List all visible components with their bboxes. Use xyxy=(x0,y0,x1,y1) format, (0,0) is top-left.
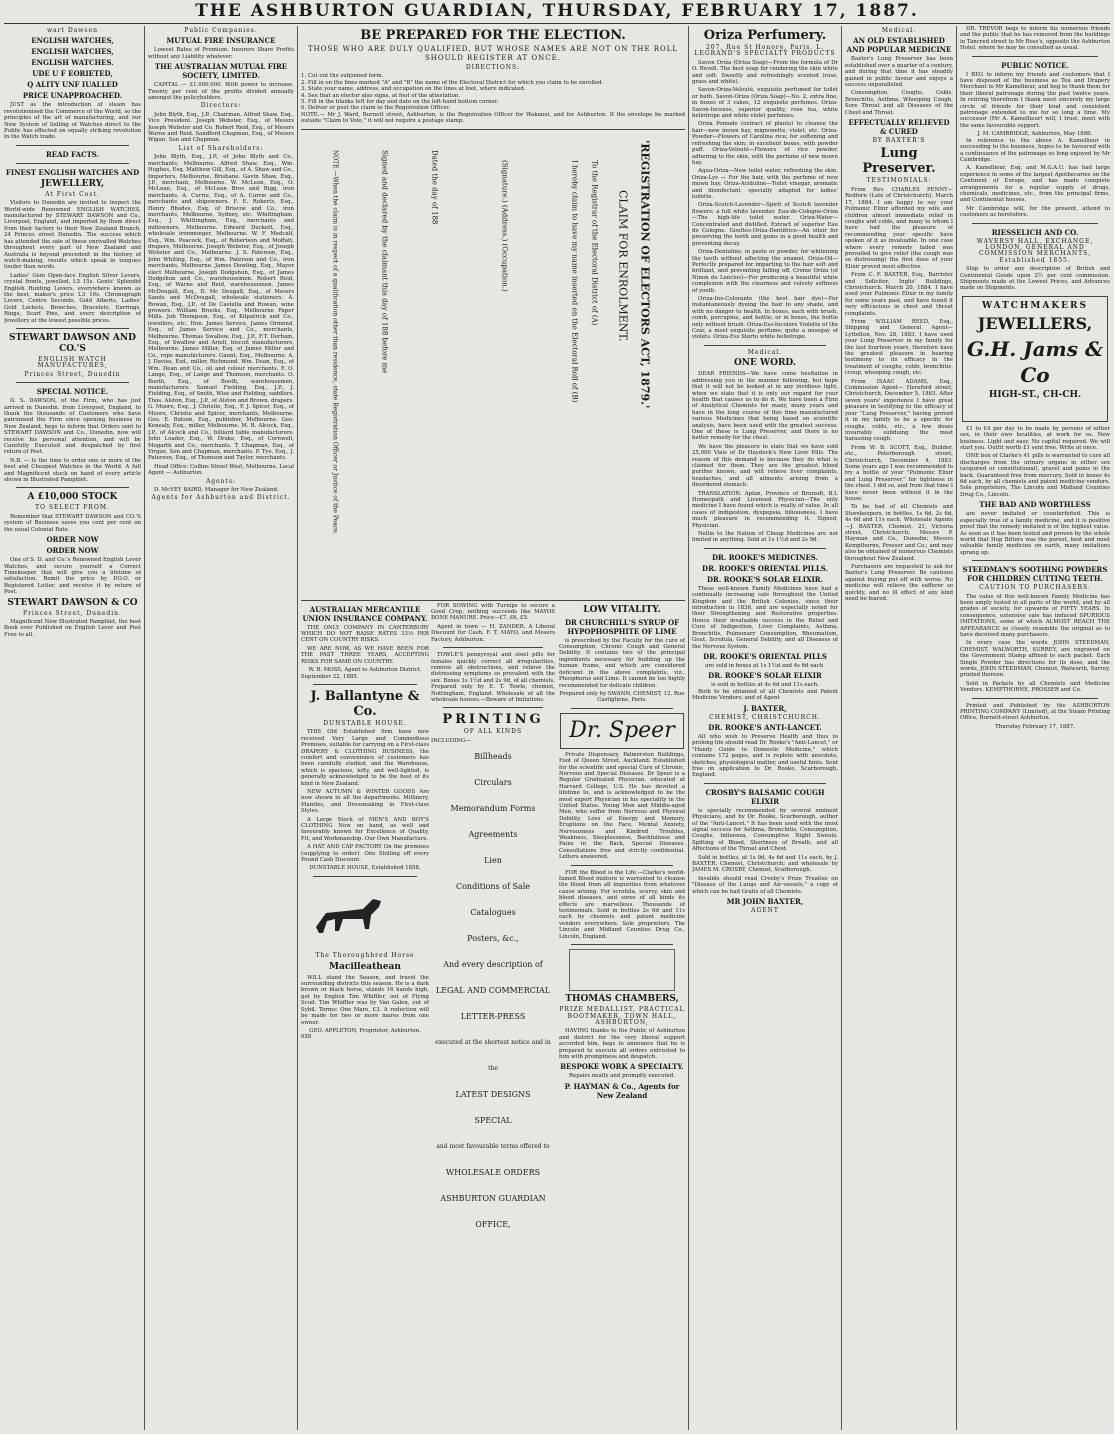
ad-subheading: CHEMIST, CHRISTCHURCH. xyxy=(709,713,821,721)
testimonial: From W. B. SCOTT, Esq., Builder, etc., Peterborough street, Christchurch, December 4, 1883. Some years ago I was recommended to try a bottle of your "Pulmonic Elixir and Lung Preserver," for tightness in the chest. I did so, and from that time I have never been without it in the house. xyxy=(845,444,953,502)
ad-paragraph: TRANSLATION. Aplan, Province of Brunsdt, B.I. Homeopath and Licensed Physician—The only medicine I have found which is really of value. In all cases of indigestion, dyspepsia, biliousness, I have much pleasure in recommending it. Signed, Physician. xyxy=(692,490,838,529)
divider xyxy=(972,56,1098,57)
ad-heading: BESPOKE WORK A SPECIALTY. xyxy=(560,1062,684,1072)
ad-paragraph: is prescribed by the Faculty for the cure of Consumption, Chronic Cough and General Debility. It contains two of the principal ingredients necessary for building up the human frame, and which are considered deficient in the above complaints, viz., Phosphorus and Lime. It cannot be too highly recommended for delicate children. xyxy=(559,637,685,689)
column-2 xyxy=(148,26,294,1430)
column-5 xyxy=(692,26,838,1430)
ad-line: is sold in bottles at 4s 6d and 11s each. xyxy=(711,682,819,689)
ad-paragraph: Oriza-Dentaline, in paste or powder, for whitening the teeth without affecting the enamel. Oriza-Oil—Perfectly prepared for imparting to the hair soft and brilliant, and preventing falling off. Creme Oriza (of Ninon de Lenclos)—For producing a beautiful white complexion with the clearness and velvety softness of youth. xyxy=(692,249,838,294)
masthead: THE ASHBURTON GUARDIAN, THURSDAY, FEBRUARY 17, 1887. xyxy=(195,1,919,21)
divider xyxy=(972,698,1098,699)
divider xyxy=(443,647,543,648)
divider xyxy=(704,783,826,784)
enrolment-form xyxy=(301,129,685,601)
direction-item: 4. See that an elector also signs, at foot of the attestation. xyxy=(301,92,461,99)
ad-heading: AUSTRALIAN MERCANTILE UNION INSURANCE COMPANY. xyxy=(302,604,428,623)
direction-item: 1. Cut out the subjoined form. xyxy=(301,73,384,80)
center-subcolumn-left xyxy=(301,603,429,1041)
divider xyxy=(972,560,1098,561)
ad-heading: Q ALITY UNF IUALLED xyxy=(27,80,118,90)
ad-heading: PUBLIC NOTICE. xyxy=(1001,60,1069,70)
column-7 xyxy=(960,26,1110,1430)
ad-heading: Oriza Perfumery. xyxy=(703,28,827,43)
column-header: wart Dawson xyxy=(47,27,98,34)
ad-paragraph: Lowest Rates of Premium. Insurers Share Profits without any Liability whatever. xyxy=(148,47,294,60)
divider xyxy=(16,145,129,146)
ad-subheading: Princes Street, Dunedin. xyxy=(23,609,122,617)
center-subcolumn-right xyxy=(559,603,685,1102)
ad-subheading: CAUTION TO PURCHASERS. xyxy=(979,584,1091,592)
ad-heading: A £10,000 STOCK xyxy=(27,492,118,503)
election-subhead: THOSE WHO ARE DULY QUALIFIED, BUT WHOSE NAMES ARE NOT ON THE ROLL SHOULD REGISTER AT ONCE. xyxy=(307,45,679,62)
masthead-rule xyxy=(4,23,1110,24)
divider xyxy=(704,548,826,549)
ad-heading: MUTUAL FIRE INSURANCE xyxy=(166,36,276,46)
ad-subheading: 207, Rue St Honore, Paris. L. LEGRAND'S SPECIALTY PRODUCTS xyxy=(694,44,836,58)
ad-paragraph: A. Kamellieur, Esq. and M.G.A.U. has had large experience in some of the largest Apothecaries on the Continent of Europe, and has made complete arrangements for a regular supply of drugs, chemicals, medicines, etc., from the principal firms, and Continental houses. xyxy=(960,165,1110,204)
print-line: WHOLESALE ORDERS xyxy=(445,1168,541,1178)
form-line: Dated the day of 188 xyxy=(430,149,439,225)
form-line: Signed and declared by the claimant this day of 188 before me xyxy=(380,149,389,374)
form-line: (Signature.) (Address.) (Occupation.) xyxy=(500,159,509,292)
divider xyxy=(16,382,129,383)
column-separator xyxy=(297,26,298,1430)
print-item: Circulars xyxy=(474,778,512,788)
ad-subheading: PRIZE MEDALLIST, PRACTICAL BOOTMAKER, TOWN HALL, ASHBURTON, xyxy=(559,1006,685,1026)
form-line: To the Registrar of the Electoral District of (A) xyxy=(590,159,599,326)
ad-subheading: The Thoroughbred Horse xyxy=(315,952,415,960)
directions-heading: DIRECTIONS: xyxy=(465,64,521,71)
ad-paragraph: We have the pleasure to state that we have sold 25,000 Vials of Dr Haydock's New Liver Pills. The reason of this demand is because they do what is claimed for them. They are the greatest blood purifier known, and will relieve liver complaints, headaches, and all ailments arising from a disordered stomach. xyxy=(692,443,838,489)
print-line: And every description of xyxy=(443,960,543,970)
form-title: 'REGISTRATION OF ELECTORS ACT, 1879.' xyxy=(638,139,652,408)
storefront-illustration xyxy=(569,949,675,991)
ad-subheading: DUNSTABLE HOUSE. xyxy=(323,719,407,727)
ad-paragraph: A Large Stock of MEN'S AND BOY'S CLOTHING Now on hand, as well and favourably known for Excellence of Quality, Fit, and Workmanship. Our Own Manufacture. xyxy=(301,816,429,842)
logo-line: HIGH-ST., CH-CH. xyxy=(988,389,1082,400)
print-line: LETTER-PRESS xyxy=(460,1012,526,1022)
ad-paragraph: DR. TREVOR begs to inform his numerous friends and the public that he has removed from the buildings in Tancred street to Mr Ross's, opposite the Ashburton Hotel, where he may be consulted as usual. xyxy=(960,26,1110,52)
ad-subheading: Directors: xyxy=(200,102,242,110)
ad-paragraph: Oriza-Scotch-Lavender—Spirit of Scotch lavender flowers; a full white lavender. Eau-de-Cologne-Oriza—The high-life toilet water. Oriza-Water—Concentrated and distilled. Extract of superior Eau de Cologne. Gouttes-Oriza-Dentifrice—An elixir for preserving the teeth and gums in a good health and preventing decay. xyxy=(692,202,838,247)
ad-paragraph: Baxter's Lung Preserver has been established over a quarter of a century, and during that time it has steadily gained in public favour and enjoys a success unparalleled. xyxy=(845,56,953,89)
ad-heading: READ FACTS. xyxy=(45,149,100,159)
ad-paragraph: John Blyth, Esq., J.P., Chairman. Alfred Shaw, Esq., Vice President. Joseph Webster, Esq., of Messrs Joseph Webster and Co. Robert Reid, Esq., of Messrs Warne and Reid. Sandford Chapman, Esq., of Messrs Wigan, Son and Chapman. xyxy=(148,111,294,144)
column-footer: Agents for Ashburton and District. xyxy=(151,494,291,502)
ad-heading: J. Ballantyne & Co. xyxy=(310,688,420,719)
ad-paragraph: HAVING thanks to the Public of Ashburton and district for the very liberal support accorded him, begs to announce that he is prepared to execute all orders entrusted to him with promptness and despatch. xyxy=(559,1028,685,1060)
ad-heading: STEEDMAN'S SOOTHING POWDERS FOR CHILDREN CUTTING TEETH. xyxy=(962,565,1108,584)
ad-signature: P. HAYMAN & Co., Agents for New Zealand xyxy=(564,1081,680,1100)
ad-paragraph: WILL stand the Season, and travel the surrounding districts this season. He is a dark brown or black horse, stands 16 hands high, got by English Tim Whiffler, out of Flying Scud. Tim Whiffler was by Van Galen, out of Sybil. Terms: One Mare, £3. A reduction will be made for two or more mares from one owner. xyxy=(301,974,429,1026)
center-section xyxy=(301,26,685,1430)
divider xyxy=(16,487,129,488)
ad-paragraph: Agent in town — H. ZANDER. A Liberal Discount for Cash. F. T. MAYO, and Mosers Factory, Ashburton. xyxy=(431,623,555,643)
ad-paragraph: Savon-Oriza-Velouté, exquisite perfumed for toilet or bath. Savon-Oriza (Oriza Soap)—No. 2, extra fine, in boxes of 3 cakes, 12 exquisite perfumes. Oriza-Savon-Incense, superior quality, rose tea, white heliotrope and white violet perfumes. xyxy=(692,87,838,120)
divider xyxy=(571,944,673,945)
ad-heading: CROSBY'S BALSAMIC COUGH ELIXIR xyxy=(705,787,825,806)
section-header: Public Companies. xyxy=(184,27,258,34)
ad-heading: STEWART DAWSON AND CO.'S xyxy=(9,332,136,354)
print-item: Agreements xyxy=(468,830,518,840)
ad-paragraph: Private Dispensary, Palmerston Buildings, Foot of Queen Street, Auckland. Established for the scientific and special Cure of Chronic, Nervous and Special Diseases. Dr Speer is a Regular Graduated Physician, educated at Harvard College, U.S. He has devoted a lifetime to, and is acknowledged to be the most expert Physician in his speciality in the United States. Young Men and Middle-aged Men, who suffer from Nervous and Physical Debility, Loss of Energy and Memory, Eruptions on the Face, Mental Anxiety, Nervousness and Kindred Troubles, Weakness, Sleeplessness, Bashfulness and Pains in the Back, Special Diseases. Consultations free and strictly confidential. Letters answered. xyxy=(559,751,685,861)
ad-paragraph: One of S. D. and Co.'s Renowned English Lever Watches, and secure yourself a Correct Timekeeper that will give you a lifetime of satisfaction. Remit the price by P.O.O. or Registered Letter, and receive it by return of Post. xyxy=(4,557,141,596)
form-line: I hereby claim to have my name inserted on the Electoral Roll of (B) xyxy=(570,159,579,403)
logo-name: G.H. Jams & Co xyxy=(966,336,1103,387)
ad-subheading: Agents: xyxy=(205,477,237,485)
direction-item: 3. State your name, address, and occupation on the lines at foot, where indicated. xyxy=(301,86,526,93)
ad-line: are sold in boxes at 1s 1½d and 4s 6d each. xyxy=(705,662,825,669)
ad-paragraph: In every case the words JOHN STEEDMAN, CHEMIST, WALWORTH, SURREY, are engraved on the Government Stamp affixed to each packet. Each Single Powder has directions for its dose, and the words, JOHN STEEDMAN, Chemist, Walworth, Surrey, printed thereon. xyxy=(960,640,1110,679)
ad-subheading: Princes Street, Dunedin xyxy=(24,370,121,378)
ad-heading: DR. ROOKE'S ORIENTAL PILLS. xyxy=(702,563,828,573)
column-separator xyxy=(688,26,689,1430)
print-item: Posters, &c., xyxy=(467,934,519,944)
ad-paragraph: Magnificent New Illustrated Pamphlet, the best Book ever Published on English Lever and Post Free to all. xyxy=(4,618,141,638)
ad-paragraph: Sold in Packets by all Chemists and Medicine Vendors. KEMPTHORNE, PROSSER and Co. xyxy=(960,680,1110,694)
ad-paragraph: Mr Cambridge will, for the present, attend to customers as heretofore. xyxy=(960,205,1110,219)
testimonial: From Rev. CHARLES PENNY—Redfern (Late of Christchurch), March 17, 1884. I am happy to say your Pulmonic Elixir afforded my wife and children almost immediate relief in coughs and colds, and many to whom I have had the pleasure of recommending your specific have spoken of it as invaluable. In one case where every remedy failed was prevailed to give relief (the cough was so distressing) the first dose of your Elixir proved most effective. xyxy=(845,186,953,270)
ad-paragraph: Ship to order any description of British and Continental Goods upon 2½ per cent commission. Shipments made at the Lowest Prices, and Advances made on Shipments. xyxy=(960,266,1110,292)
ad-signature: W. B. MOSS, Agent to Ashburton District. xyxy=(308,667,422,674)
print-line: and most favourable terms offered to xyxy=(436,1143,550,1151)
ad-paragraph: Ladies' Gem Open-face English Silver Levers, crystal fronts, jewelled, L5 15s. Gents' Splendid English Hunting Levers, everywhere known as the best, maker's price L3 10s. Chronograph Levers, Centre Seconds, Gold Alberts, Ladies' Gold Lockets, Brooches, Bracelets, Earrings, Rings, Scarf Pins, and every description of Jewellery at the lowest possible prices. xyxy=(4,272,141,324)
ad-paragraph: In reference to the above A. Kamellieur in succeeding to the business, hopes to be favoured with a continuance of the patronage so long enjoyed by Mr Cambridge. xyxy=(960,137,1110,163)
print-line: executed at the shortest notice and in the xyxy=(435,1039,551,1073)
print-line: LATEST DESIGNS xyxy=(455,1090,531,1100)
divider xyxy=(972,223,1098,224)
ad-paragraph: D. S. DAWSON, of the Firm, who has just arrived in Dunedin, from Liverpool, England, to thank the thousands of Customers who have patronised the Firm since opening business in New Zealand, begs to inform that Orders sent to STEWART DAWSON and Co., Dunedin, now will receive his personal attention, and will be Carefully Executed and despatched by first return of Post. xyxy=(4,398,141,456)
center-lower xyxy=(301,601,685,1241)
ad-heading: FINEST ENGLISH WATCHES AND xyxy=(5,167,140,177)
ad-paragraph: CAPITAL — £1,000,000. With power to increase. Twenty per cent of the profits divided annually amongst the policyholders. xyxy=(148,82,294,102)
print-item: Catalogues xyxy=(470,908,516,918)
print-line: LEGAL AND COMMERCIAL xyxy=(435,986,551,996)
ad-subheading: INCLUDING— xyxy=(431,737,471,744)
ad-heading: ONE WORD. xyxy=(733,358,797,369)
ad-subheading: List of Shareholders: xyxy=(178,144,264,152)
ad-heading: JEWELLERY, xyxy=(40,178,105,189)
ad-date: September 22, 1885. xyxy=(301,673,359,680)
ad-heading: RIESSELICH AND CO. xyxy=(991,227,1079,237)
ad-heading: ENGLISH WATCHES, xyxy=(31,47,114,57)
ad-heading: SPECIAL NOTICE. xyxy=(36,387,109,397)
imprint-date: Thursday February 17, 1887. xyxy=(995,723,1075,730)
divider xyxy=(16,163,129,164)
ad-paragraph: Visitors to Dunedin are invited to inspect the World-wide Renowned ENGLISH WATCHES, manufactured by STEWART DAWSON and Co., Liverpool, England, and imported by them direct from their factory to their New Zealand Branch, 24 Princes street Dunedin. The success which has attended the sale of these unrivalled Watches throughout every part of New Zealand and Australia is beyond precedent in the history of watch-making, results which speak in tongues louder than words. xyxy=(4,200,141,271)
ad-paragraph: Invalids should read Crosby's Prize Treatise on "Disease of the Lungs and Air-vessels," a copy of which can be had Gratis of all Chemists. xyxy=(692,875,838,895)
ad-heading: DR. ROOKE'S MEDICINES. xyxy=(711,552,819,562)
ad-paragraph: TOWLE'S pennyroyal and steel pills for females quickly correct all irregularities, remove all obstructions, and relieve the distressing symptoms so prevalent with the sex. Boxes 1s 1½d and 2s 9d, of all chemists. Prepared only by E. T. Towle, chemist, Nottingham, England. Wholesale of all the wholesale houses.—Beware of Imitations. xyxy=(431,652,555,703)
divider xyxy=(16,328,129,329)
ad-paragraph: I BEG to inform my friends and customers that I have disposed of the business as Tea and Drapery Merchant to Mr Kamellieur, and beg to thank them for their liberal patronage during the past twelve years. In retiring therefrom I thank most sincerely my large circle of friends for their kind and consistent patronage extended to me for so long a time. My successor (Mr A. Kamellieur) will, I trust, meet with the same favourable support. xyxy=(960,71,1110,129)
divider xyxy=(443,707,543,708)
ad-heading: STEWART DAWSON & CO xyxy=(7,597,138,608)
ad-subheading: TO SELECT FROM. xyxy=(35,504,110,512)
column-separator xyxy=(956,26,957,1430)
imprint: Printed and Published by the ASHBURTON PRINTING COMPANY (Limited), at the Steam Printing Office, Burnett-street Ashburton. xyxy=(960,702,1110,722)
ad-heading: AN OLD ESTABLISHED AND POPULAR MEDICINE xyxy=(846,36,952,55)
ad-heading: THOMAS CHAMBERS, xyxy=(565,994,679,1005)
ad-paragraph: NEW AUTUMN & WINTER GOODS Are now shown in all the departments. Millinery, Mantles, and Dressmaking in First-class Styles. xyxy=(301,788,429,815)
ad-paragraph: Head Office: Collins Street West, Melbourne. Local Agent — Ashburton. xyxy=(148,463,294,477)
ad-signature: Prepared only by SWANN, CHEMIST, 12, Rue Castiglione, Paris. xyxy=(559,690,685,704)
ad-paragraph: Nellie to the Nation of Cheap Medicines are not limited in anything. Sold at 1s 1½d and 2s 9d. xyxy=(692,531,838,544)
ad-heading: THE BAD AND WORTHLESS xyxy=(979,500,1091,510)
print-item: Billheads xyxy=(474,752,512,762)
horse-illustration xyxy=(301,885,401,945)
ad-subheading: ENGLISH WATCH MANUFACTURES, xyxy=(37,355,108,370)
direction-note: NOTE.— Mr J. Ward, Burnett street, Ashburton, is the Registration Officer for Wakanui, and for Ashburton. If the envelope be marked outside "Claim to Vote," it will not require a postage stamp. xyxy=(301,111,685,125)
ad-heading: DR. ROOKE'S ANTI-LANCET. xyxy=(708,722,822,732)
column-footer: AGENT xyxy=(751,907,779,915)
ad-heading: LOW VITALITY. xyxy=(583,604,661,615)
ad-paragraph: is specially recommended by several eminent Physicians, and by Dr. Rooke, Scarborough, author of the "Anti-Lancet." It has been used with the most signal success for Asthma, Bronchitis, Consumption, Coughs, Influenza, Consumptive Night Sweats, Spitting of Blood, Shortness of Breath, and all Affections of the Throat and Chest. xyxy=(692,807,838,853)
ad-paragraph: WE ARE NOW, AS WE HAVE BEEN FOR THE PAST THREE YEARS, ACCEPTING RISKS FOR SAME ON COUNTRY. xyxy=(301,645,429,665)
column-1 xyxy=(4,26,141,1430)
ad-paragraph: Savon Oriza (Oriza Soap)—From the formula of Dr O. Revell. The best soap for rendering the skin white and soft. Sweetly and refreshingly scented (rose, grass and white). xyxy=(692,59,838,86)
ad-paragraph: Both to be obtained of all Chemists and Patent Medicine Vendors; and of Agent xyxy=(692,688,838,702)
direction-item: 5. Fill in the blanks left for day and date on the left-hand bottom corner. xyxy=(301,99,499,106)
form-note: NOTE.—When the claim is in respect of a qualification other than residence, state Registration Officer or Justice of the Peace. xyxy=(331,149,339,535)
ad-heading: ENGLISH WATCHES. xyxy=(31,58,114,68)
ad-subheading: DR CHURCHILL'S SYRUP OF HYPOPHOSPHITE OF LIME xyxy=(564,617,680,636)
ad-paragraph: Sold in bottles, at 1s 9d, 4s 6d and 11s each, by J. BAXTER, Chemist, Christchurch; and wholesale by JAMES M. CROSBY, Chemist, Scarborough. xyxy=(692,854,838,874)
ad-paragraph: THIS Old Established firm have now received Very Large and Commodious Premises, suitable for carrying on a First-class DRAPERY & CLOTHING BUSINESS, the comfort and convenience of customers has been carefully studied, and the Warehouse, which is spacious, lofty, and well-lighted, is generally acknowledged to be the best of its kind in New Zealand. xyxy=(301,729,429,787)
ad-paragraph: FOR SOWING with Turnips to secure a Good Crop, nothing succeeds like MAYOS BONE MANURE. Price—£7, £6, £5. xyxy=(431,602,555,622)
ad-subheading: BY BAXTER'S xyxy=(872,137,926,145)
jeweller-logo xyxy=(962,296,1108,422)
ad-paragraph: These well-known Family Medicines have had a continually increasing sale throughout the United Kingdom and the British Colonies, since their introduction in 1836, and are especially noted for their Strengthening and Restorative properties. Hence their invaluable success in the Relief and Cure of Indigestion, Liver Complaints, Asthma, Bronchitis, Pulmonary Consumption, Rheumatism, Gout, Scrofula, General Debility, and all Diseases of the Nervous System. xyxy=(692,585,838,650)
column-6 xyxy=(845,26,953,1430)
ad-heading: UDE U F EORIETED, xyxy=(32,69,113,79)
ad-heading: PRINTING xyxy=(442,712,544,728)
ad-paragraph: Aqua-Oriza—New toilet water, refreshing the skin. Oriza-Lys — For the hair, with the perfume of new mown hay. Oriza-Aciduline—Toilet vinegar, aromatic and disinfectant, specially adapted for ladies' toilette. xyxy=(692,168,838,200)
testimonial: From ISAAC ADAMS, Esq., Commission Agent— Hereford street, Christchurch, December 5, 1883. After seven years' experience I have great pleasure in testifying to the efficacy of your "Lung Preserver," having proved it in my family to be a specific for coughs, colds, etc., a few doses invariably subduing the most harassing cough. xyxy=(845,378,953,443)
print-line: SPECIAL xyxy=(474,1116,512,1126)
ad-paragraph: ONE box of Clarke's 41 pills is warranted to cure all discharges from the urinary organs in either sex (acquired or constitutional), gravel and pains in the back. Guaranteed free from mercury. Sold in boxes 4s 6d each, by all chemists and patent medicine vendors. Sole proprietors, The Lincoln and Midland Counties Drug Co., Lincoln. xyxy=(960,453,1110,498)
ad-paragraph: The value of this well-known Family Medicine has been amply tested in all parts of the world, and by all grades of society, for upwards of FIFTY YEARS. In consequence, extensive sale has induced SPURIOUS IMITATIONS, some of which ALMOST REACH THE APPEARANCE so closely resemble the original as to have deceived many purchasers. xyxy=(960,593,1110,638)
print-item: Lien xyxy=(484,856,502,866)
logo-line: WATCHMAKERS xyxy=(982,300,1088,311)
ad-paragraph: Remember that STEWART DAWSON and CO.'S system of Business saves you cent per cent on the usual Colonial Rate. xyxy=(4,513,141,533)
speer-logo: Dr. Speer xyxy=(560,713,684,749)
direction-item: 6. Deliver or post the claim to the Registration Officer. xyxy=(301,105,451,112)
ad-heading: PRICE UNAPPROACHED. xyxy=(22,91,123,101)
ad-heading: ORDER NOW xyxy=(46,546,99,556)
ad-heading: Macilleathean xyxy=(329,961,401,972)
ad-paragraph: N.B. — Is the time to order one or more of the best and Cheapest Watches in the World. A full and Magnificent stock on hand of every article shown in Illustrated Pamphlet. xyxy=(4,457,141,484)
divider xyxy=(571,865,673,866)
ad-paragraph: THE ONLY COMPANY IN CANTERBURY WHICH DO NOT RAISE RATES 33⅓ PER CENT ON COUNTRY RISKS. xyxy=(301,624,429,644)
ad-heading: EFFECTUALLY RELIEVED & CURED xyxy=(848,118,950,137)
ad-paragraph: To be had of all Chemists and Storekeepers, in bottles, 1s 6d, 2s 6d, 4s 6d and 11s each. Wholesale Agents—J. BAXTER, Chemist, 21, Victoria street, Christchurch; Messrs P. Hayman and Co., Dunedin; Messrs Kempthorne, Prosser and Co.; and may also be obtained of numerous Chemists throughout New Zealand. xyxy=(845,504,953,562)
ad-signature: DUNSTABLE HOUSE, Established 1858. xyxy=(309,865,421,872)
ad-paragraph: DEAR FRIENDS—We have come hesitation in addressing you in the manner following, but hope that it will not be looked at in any invidious light, when we state that it is only our regard for your health that causes us to do it. We have been a Firm of Analytical Chemists for many, many years and have in the long course of this time manufactured various Medicines that being based on scientific analysis, have been used with the greatest success. One of these is Lung Preserver, and there is no better remedy for the chest. xyxy=(692,371,838,442)
ad-paragraph: FOR the Blood is the Life.—Clarke's world-famed Blood mixture is warranted to cleanse the blood from all impurities from whatever cause arising. For scrofula, scurvy, skin and blood diseases, and sores of all kinds its effects are marvellous. Thousands of testimonials. Sold in bottles 2s 6d and 11s each by chemists and patent medicine vendors everywhere. Sole proprietors, The Lincoln and Midland Counties Drug Co., Lincoln, England. xyxy=(559,869,685,940)
ad-signature: GEO. APPLETON, Proprietor, Ashburton. xyxy=(309,1027,421,1034)
divider xyxy=(571,708,673,709)
divider xyxy=(704,345,826,346)
ad-paragraph: A HAT AND CAP FACTORY On the premises (supplying to order). One Shilling off every Pound Cash Discount. xyxy=(301,844,429,864)
ad-subheading: OF ALL KINDS xyxy=(463,728,523,736)
ad-heading: Lung Preserver. xyxy=(862,146,936,177)
ad-heading: J. BAXTER, xyxy=(743,703,787,713)
direction-item: 2. Fill in on the lines marked "A" and "B" the name of the Electoral District for which you claim to be enrolled. xyxy=(301,79,604,86)
print-item: Conditions of Sale xyxy=(455,882,531,892)
ad-heading: ORDER NOW xyxy=(46,535,99,545)
column-separator xyxy=(144,26,145,1430)
ad-heading: MR JOHN BAXTER, xyxy=(726,897,804,907)
logo-line: JEWELLERS, xyxy=(977,313,1093,333)
ad-signature: J. M. CAMBRIDGE, Ashburton, May 1886. xyxy=(977,131,1093,138)
print-line: ASHBURTON GUARDIAN xyxy=(440,1194,546,1204)
shareholder-list: John Blyth, Esq., J.P., of John Blyth and Co., merchants, Melbourne. Alfred Shaw, Esq., Wm. Hughes, Esq. Matthew Gill, Esq., of A. Shaw and Co., Importers, Melbourne, Brisbane. Gavin Shaw, Esq., J.P., merchant, Melbourne. W. McLean, Esq., O. McLean, Esq., of McLean Bros and Rigg, iron merchants. A. Currie, Esq., of A. Currie and Co., merchants and shipowners. F. E. Roberts, Esq., Henry Rhodes, Esq. of Briscoe and Co., iron merchants, Melbourne, Sydney, etc. Whittingham, Esq., J. Whittingham, Esq., merchants and millowners, Melbourne. Edward Duckett, Esq., wholesale ironmonger, Melbourne. W. F. Medcalf, Esq., Wm. Peacock, Esq., of Robertson and Moffatt, drapers, Melbourne. Joseph Webster, Esq., of Joseph Webster and Co., Melbourne. J. S. Paterson, Esq., John Whiting, Esq., of Wm. Paterson and Co., iron merchants, Melbourne. James Dowling, Esq., Mayor elect Melbourne. Joseph Dodgshun, Esq., of James Dodgshun and Co., warehousemen. Robert Reid, Esq., of Warne and Reid, warehousemen. James McDougall, Esq., D. Mc Dougall, Esq., of Messrs Sands and McDougall, wholesale stationers. A. Rowan, Esq., J.P., of De Castella and Rowan, wine growers. William Brooks, Esq., Melbourne Paper Mills. Job Thompson, Esq., of Kilpatrick and Co., jewellers, etc. Hon. James Service, James Ormond, Esq., of James Service and Co., merchants, Melbourne. Thomas Swallow, Esq., J.P., F.T. Derham, Esq., of Swallow and Ariell, biscuit manufacturers, Melbourne. James Miller, Esq. of James Miller and Co., rope manufacturers. Gaunt, Esq., Melbourne. A. J. Davies, Esd., miller, Richmond. Wm. Dean, Esq., of Wm. Dean and Co., oil and colour merchants. F. O. Lange, Esq., of Lange and Thomson, merchants. O. Booth, Esq., of Booth, warehousemen, manufacturers. Samuel Fielding, Esq., J.P., J. Fielding, Esq., of Smith, Wise and Fielding, saddlers. Thos. Alston, Esq., J.P., of Alston and Brown, drapers. G. Moore, Esq., J. Christie, Esq., F. J. Spicer, Esq., of Moore, Christie and Spicer, merchants, Melbourne. Geo. E. Batson, Esq., publisher, Melbourne. Geo. Kenealy, Esq., miller, Melbourne. M. B. Alcock, Esq., J.P., of Alcock and Co., billiard table manufacturers. John Loader, Esq., W. Drake, Esq., of Cornwell, Mogarth and Co., merchants. T. Chapman, Esq., of Virgoe, Son and Chapman, merchants. P. Tye, Esq., J. Paterson, Esq., of Thomson and Taylor, merchants. xyxy=(148,154,294,462)
election-headline: BE PREPARED FOR THE ELECTION. xyxy=(360,28,626,43)
section-header: Medical. xyxy=(747,348,783,356)
ad-heading: DR. ROOKE'S SOLAR ELIXIR. xyxy=(706,574,824,584)
ad-line: Repairs neatly and promptly executed. xyxy=(569,1073,675,1080)
ad-paragraph: D. McVEY BAIRD, Manager for New Zealand. xyxy=(154,487,279,493)
testimonial: From C. F. BAXTER, Esq., Barrister and Solicitor, Inglis' Buildings, Christchurch. March 20, 1884. I have used your Pulmonic Elixir in my family for some years past, and have found it very efficacious in chest and throat complaints. xyxy=(845,272,953,317)
center-subcolumn-middle xyxy=(431,603,555,1239)
ad-heading: ENGLISH WATCHES, xyxy=(31,36,114,46)
ad-paragraph: Consumption, Coughs, Colds, Bronchitis, Asthma, Whooping Cough, Sore Throat and all Diseases of the Chest and Throat. xyxy=(845,90,953,116)
ad-paragraph: Purchasers are requested to ask for Baxter's Lung Preserver. Be cautious against buying put off with worse. No medicine will relieve the sufferer so quickly, and no ill effect of any kind need be feared. xyxy=(845,564,953,603)
print-item: Memorandum Forms xyxy=(450,804,536,814)
ad-heading: DR. ROOKE'S SOLAR ELIXIR xyxy=(708,671,822,681)
ad-heading: THE AUSTRALIAN MUTUAL FIRE SOCIETY, LIMITED. xyxy=(154,62,288,81)
page-number: 658 xyxy=(301,1034,312,1041)
ad-subheading: At First Cost. xyxy=(45,190,100,198)
form-subtitle: CLAIM FOR ENROLMENT. xyxy=(616,189,630,342)
ad-heading: DR. ROOKE'S ORIENTAL PILLS xyxy=(703,651,827,661)
ad-paragraph: £1 to £4 per day to be made by persons of either sex, in their own localities, at work for us. New business. Light and easy. No capital required. We will start you. Outfit worth £1 sent free. Write at once. xyxy=(960,425,1110,452)
ad-paragraph: are never imitated or counterfeited. This is especially true of a family medicine, and it is positive proof that the remedy imitated is of the highest value. As soon as it has been tested and proven by the whole world that Hop Bitters was the purest, best and most valuable family medicine on earth, many imitations sprang up. xyxy=(960,511,1110,556)
testimonial: From WILLIAM REED, Esq., Shipping and General Agent— Lyttelton, Nov. 28, 1883. I have used your Lung Preserver in my family for the last fourteen years, therefore have the greatest pleasure in bearing testimony to its efficacy in the treatment of coughs, colds, bronchitis, croup, whooping cough, etc. xyxy=(845,319,953,377)
divider xyxy=(313,684,417,685)
print-line: OFFICE, xyxy=(475,1220,511,1230)
ad-subheading: TESTIMONIALS: xyxy=(866,177,932,185)
ad-subheading: WAVERSY HALL, EXCHANGE, LONDON, GENERAL AND COMMISSION MERCHANTS, Established 1855. xyxy=(976,237,1094,264)
ad-paragraph: JUST as the introduction of steam has revolutionised the Commerce of the World, so the principles of the art of manufacturing, and our New System of Selling of Watches direct to the Public has effected an equally striking revolution in the Watch trade. xyxy=(4,102,141,141)
ad-paragraph: Oriza-Ino-Colorante (the best hair dye)—For instantaneously dyeing the hair to any shade, and with no danger to health. In boxes, each with brush, comb, porcupine, and bottle; or in boxes, the bottle only without brush. Oriza-Ess-Incolore Violette of the Czar, a most exquisite perfume; quite a nosegay of violets. Oriza-Ess Starto white heliotrope. xyxy=(692,296,838,341)
column-separator xyxy=(841,26,842,1430)
divider xyxy=(313,876,417,877)
ad-paragraph: Oriza Pomade (extract of plants) to cleanse the hair—new mown hay, mignonette, violet, etc. Oriza-Powder—Flowers of Carolina rice; for softening and refreshing the skin; in excellent boxes, with powder puff. Oriza-Velouté—Flowers of rice powder, adhering to the skin, with the perfume of new mown hay. xyxy=(692,121,838,166)
section-header: Medical. xyxy=(881,27,917,34)
ad-paragraph: All who wish to Preserve Health and thus to prolong life should read Dr. Rooke's "Anti-Lancet," or "Handy Guide to Domestic Medicine," which contains 172 pages, and is replete with anecdote, sketches, physiological matter, and useful hints. Sent free on application to Dr. Rooke, Scarborough, England. xyxy=(692,733,838,779)
